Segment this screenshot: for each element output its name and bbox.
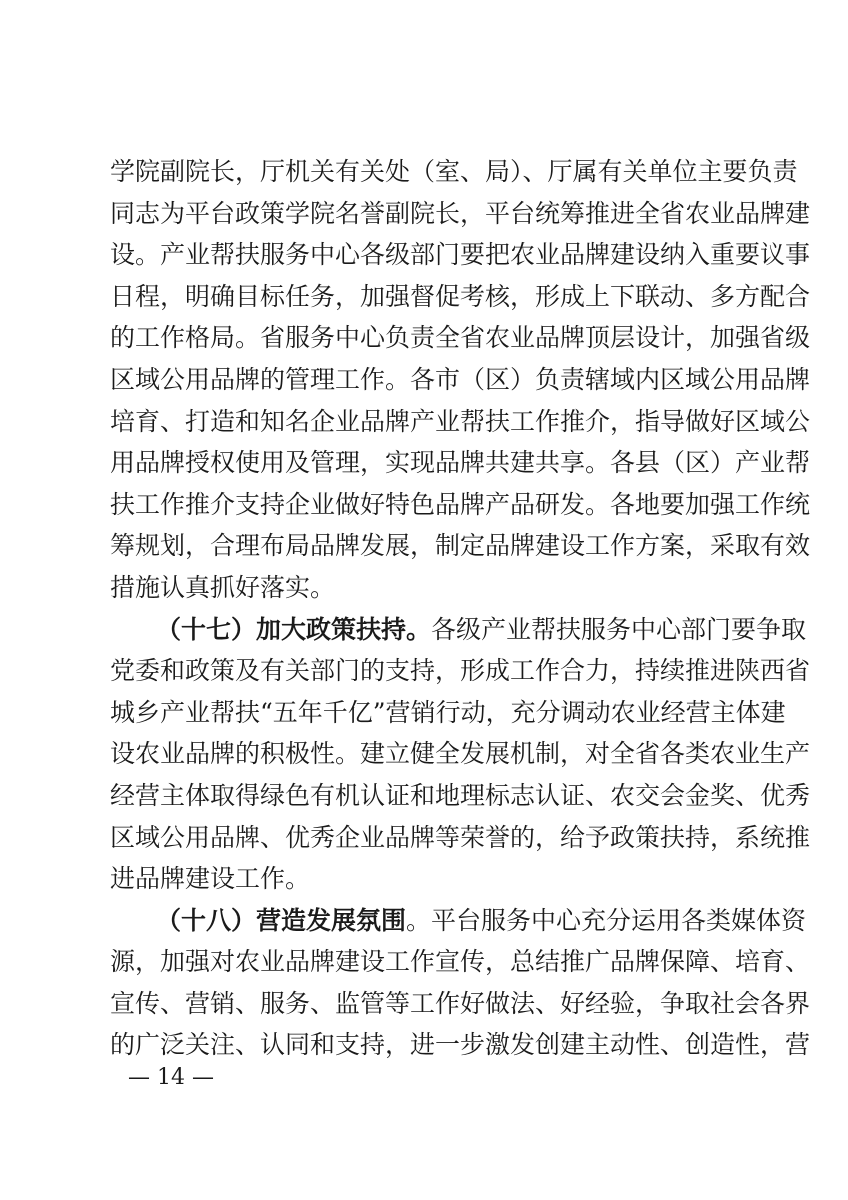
text-line: 的广泛关注、认同和支持，进一步激发创建主动性、创造性，营 <box>110 1030 811 1060</box>
text-line: 经营主体取得绿色有机认证和地理标志认证、农交会金奖、优秀 <box>110 780 811 810</box>
text-fragment: 。平台服务中心充分运用各类媒体资 <box>406 905 807 935</box>
text-line: 同志为平台政策学院名誉副院长，平台统筹推进全省农业品牌建 <box>110 198 811 228</box>
text-line: 区域公用品牌的管理工作。各市（区）负责辖域内区域公用品牌 <box>110 364 811 394</box>
text-line: 党委和政策及有关部门的支持，形成工作合力，持续推进陕西省 <box>110 656 811 686</box>
text-line: 区域公用品牌、优秀企业品牌等荣誉的，给予政策扶持，系统推 <box>110 822 811 852</box>
text-line: 扶工作推介支持企业做好特色品牌产品研发。各地要加强工作统 <box>110 489 811 519</box>
page-number: — 14 — <box>128 1065 214 1090</box>
section-heading: （十七）加大政策扶持。 <box>156 614 432 644</box>
text-line: 设农业品牌的积极性。建立健全发展机制，对全省各类农业生产 <box>110 739 811 769</box>
text-line: 筹规划，合理布局品牌发展，制定品牌建设工作方案，采取有效 <box>110 531 811 561</box>
text-line: 措施认真抓好落实。 <box>110 572 336 602</box>
text-line: 的工作格局。省服务中心负责全省农业品牌顶层设计，加强省级 <box>110 323 811 353</box>
body-text <box>110 151 811 1066</box>
paragraph-first-line <box>110 609 807 651</box>
text-line: 设。产业帮扶服务中心各级部门要把农业品牌建设纳入重要议事 <box>110 240 811 270</box>
text-line: 学院副院长，厅机关有关处（室、局）、厅属有关单位主要负责 <box>110 157 798 186</box>
text-line: 用品牌授权使用及管理，实现品牌共建共享。各县（区）产业帮 <box>110 448 811 478</box>
section-heading: （十八）营造发展氛围 <box>156 905 407 935</box>
text-line: 源，加强对农业品牌建设工作宣传，总结推广品牌保障、培育、 <box>110 947 811 977</box>
paragraph-first-line <box>110 900 807 942</box>
text-line: 日程，明确目标任务，加强督促考核，形成上下联动、多方配合 <box>110 281 811 311</box>
text-line: 城乡产业帮扶“五年千亿”营销行动，充分调动农业经营主体建 <box>110 697 786 727</box>
text-line: 宣传、营销、服务、监管等工作好做法、好经验，争取社会各界 <box>110 988 811 1018</box>
text-fragment: 各级产业帮扶服务中心部门要争取 <box>431 614 807 644</box>
text-line: 培育、打造和知名企业品牌产业帮扶工作推介，指导做好区域公 <box>110 406 811 436</box>
text-line: 进品牌建设工作。 <box>110 864 311 894</box>
